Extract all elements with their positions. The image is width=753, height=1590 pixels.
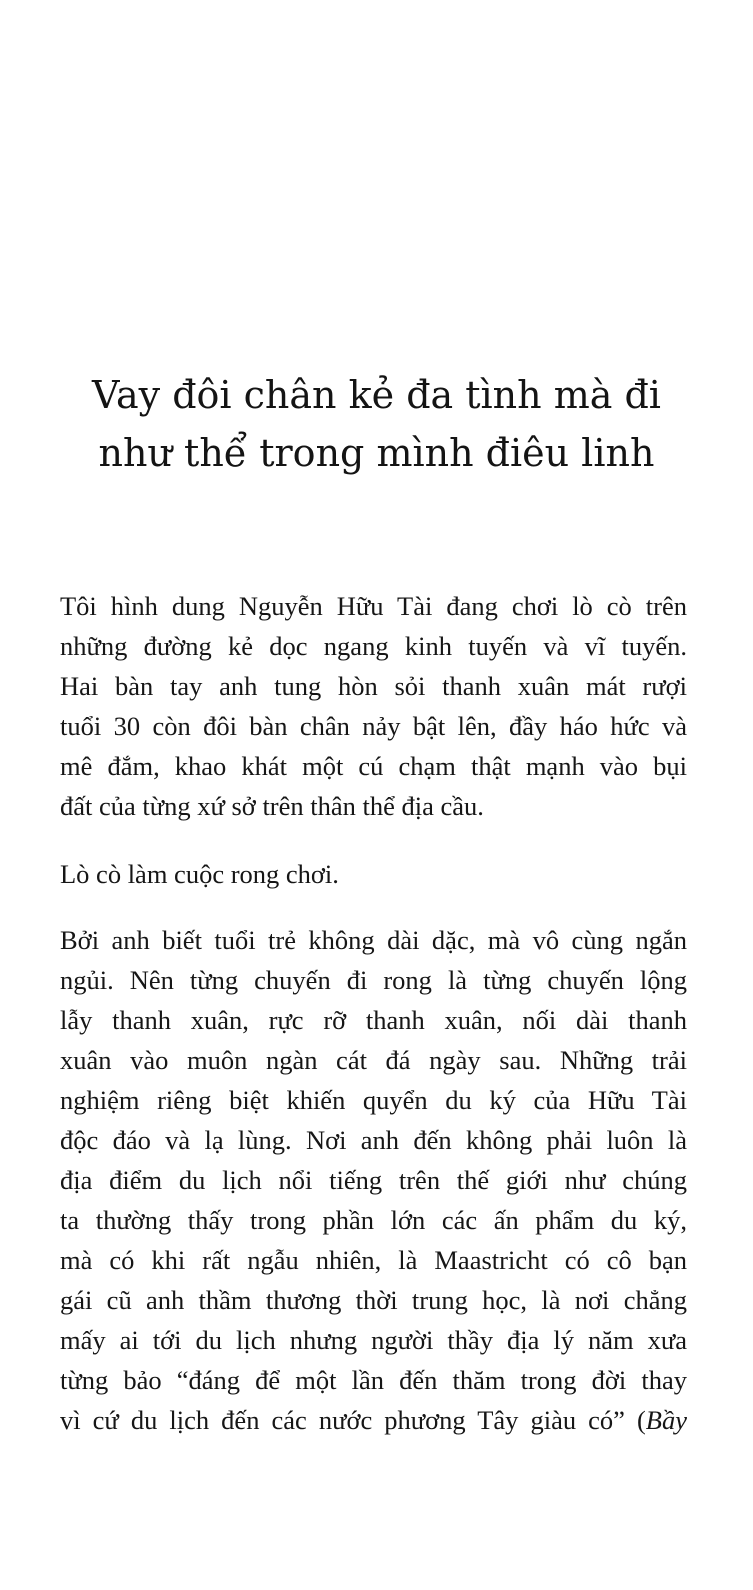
- text-line: ngủi. Nên từng chuyến đi rong là từng chuyến lộng: [60, 965, 687, 995]
- body-text: [60, 586, 687, 1440]
- text-line: tuổi 30 còn đôi bàn chân nảy bật lên, đầy háo hức và: [60, 711, 687, 741]
- text-line: ta thường thấy trong phần lớn các ấn phẩm du ký,: [60, 1205, 687, 1235]
- text-line-final-roman: vì cứ du lịch đến các nước phương Tây giàu có” (: [60, 1405, 646, 1435]
- text-line: mấy ai tới du lịch nhưng người thầy địa lý năm xưa: [60, 1325, 687, 1355]
- text-line: địa điểm du lịch nổi tiếng trên thế giới như chúng: [60, 1165, 687, 1195]
- text-line: xuân vào muôn ngàn cát đá ngày sau. Những trải: [60, 1045, 687, 1075]
- text-line: nghiệm riêng biệt khiến quyển du ký của Hữu Tài: [60, 1085, 687, 1115]
- text-line: Lò cò làm cuộc rong chơi.: [60, 859, 339, 889]
- text-line: lẫy thanh xuân, rực rỡ thanh xuân, nối dài thanh: [60, 1005, 687, 1035]
- text-line-final: [60, 1400, 687, 1440]
- text-line-final-italic: Bầy: [645, 1405, 687, 1435]
- text-line: Hai bàn tay anh tung hòn sỏi thanh xuân mát rượi: [60, 671, 687, 701]
- text-line: mê đắm, khao khát một cú chạm thật mạnh vào bụi: [60, 751, 687, 781]
- text-line: đất của từng xứ sở trên thân thể địa cầu.: [60, 791, 484, 821]
- text-line: gái cũ anh thầm thương thời trung học, là nơi chẳng: [60, 1285, 687, 1315]
- paragraph-2: [60, 854, 687, 894]
- text-line: Bởi anh biết tuổi trẻ không dài dặc, mà vô cùng ngắn: [60, 925, 687, 955]
- chapter-title-line-1: Vay đôi chân kẻ đa tình mà đi: [92, 373, 661, 417]
- text-line: độc đáo và lạ lùng. Nơi anh đến không phải luôn là: [60, 1125, 687, 1155]
- paragraph-3: [60, 920, 687, 1440]
- text-line: từng bảo “đáng để một lần đến thăm trong đời thay: [60, 1365, 687, 1395]
- text-line: mà có khi rất ngẫu nhiên, là Maastricht có cô bạn: [60, 1245, 687, 1275]
- chapter-title-line-2: như thể trong mình điêu linh: [98, 431, 655, 475]
- chapter-title: [40, 366, 713, 482]
- text-line: những đường kẻ dọc ngang kinh tuyến và vĩ tuyến.: [60, 631, 687, 661]
- text-line: Tôi hình dung Nguyễn Hữu Tài đang chơi lò cò trên: [60, 591, 687, 621]
- paragraph-1: [60, 586, 687, 826]
